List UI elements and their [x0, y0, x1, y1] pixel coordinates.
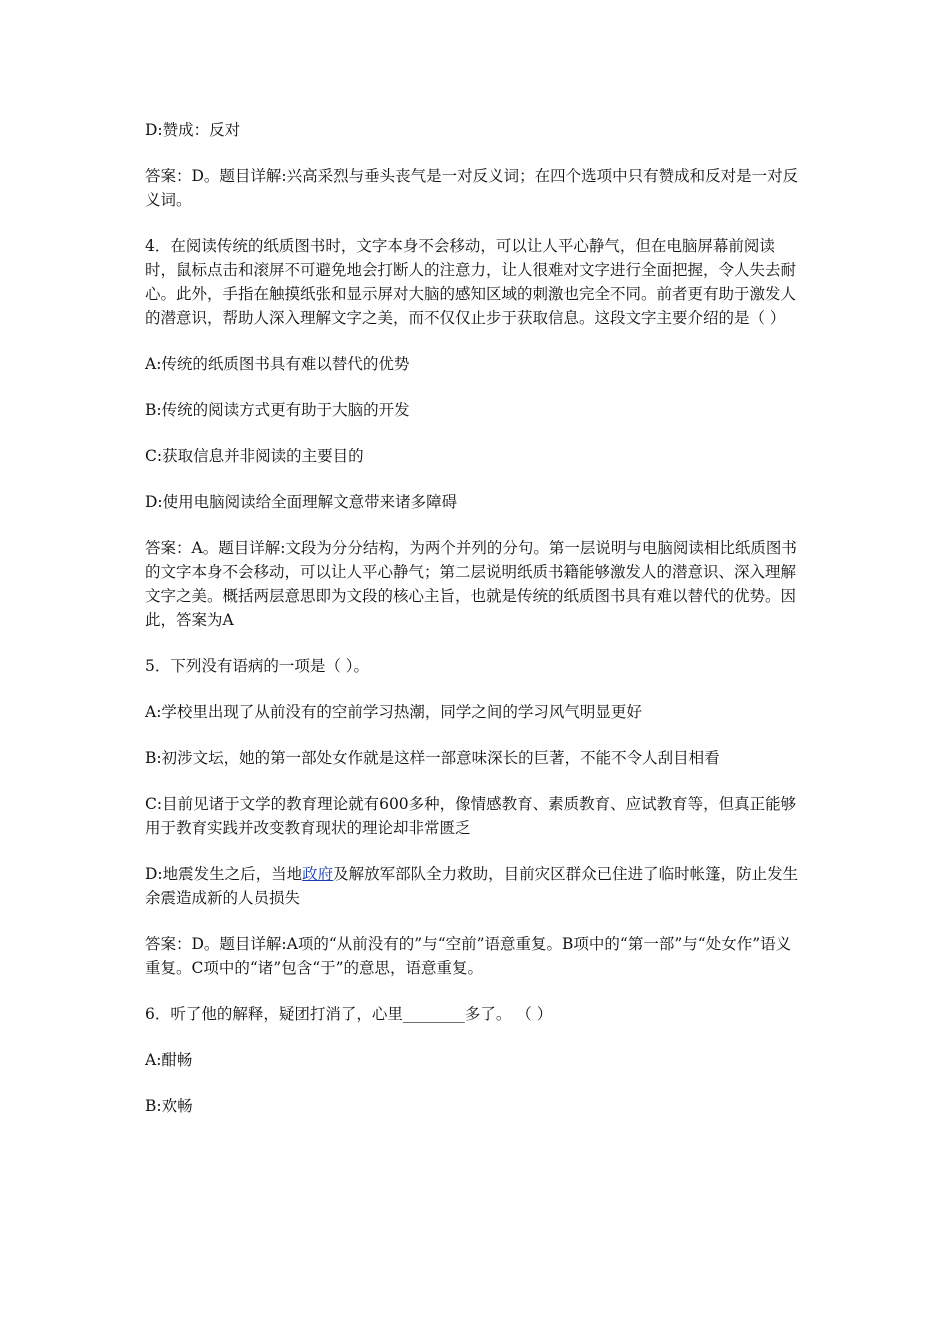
- q3-answer: 答案：D。题目详解:兴高采烈与垂头丧气是一对反义词；在四个选项中只有赞成和反对是一对反义词。: [145, 167, 799, 209]
- document-page: [145, 118, 805, 1140]
- q4-option-d: D:使用电脑阅读给全面理解文意带来诸多障碍: [145, 493, 458, 511]
- q4-option-a: A:传统的纸质图书具有难以替代的优势: [145, 355, 410, 373]
- q6-option-b: B:欢畅: [145, 1097, 193, 1115]
- q4-question: 4．在阅读传统的纸质图书时，文字本身不会移动，可以让人平心静气，但在电脑屏幕前阅读时，鼠标点击和滚屏不可避免地会打断人的注意力，让人很难对文字进行全面把握，令人失去耐心。此外，手指在触摸纸张和显示屏对大脑的感知区域的刺激也完全不同。前者更有助于激发人的潜意识，帮助人深入理解文字之美，而不仅仅止步于获取信息。这段文字主要介绍的是（ ）: [145, 237, 797, 327]
- q6-option-a: A:酣畅: [145, 1051, 193, 1069]
- q4-option-b: B:传统的阅读方式更有助于大脑的开发: [145, 401, 410, 419]
- q5-option-d-text-before: D:地震发生之后，当地: [145, 865, 303, 883]
- q5-option-a: A:学校里出现了从前没有的空前学习热潮，同学之间的学习风气明显更好: [145, 703, 642, 721]
- q6-question: 6．听了他的解释，疑团打消了，心里________多了。 （ ）: [145, 1005, 553, 1023]
- q5-option-b: B:初涉文坛，她的第一部处女作就是这样一部意味深长的巨著，不能不令人刮目相看: [145, 749, 720, 767]
- q5-option-c: C:目前见诸于文学的教育理论就有600多种，像情感教育、素质教育、应试教育等，但真正能够用于教育实践并改变教育现状的理论却非常匮乏: [145, 795, 797, 837]
- q4-option-c: C:获取信息并非阅读的主要目的: [145, 447, 364, 465]
- government-link[interactable]: 政府: [302, 865, 334, 883]
- q5-question: 5．下列没有语病的一项是（ ）。: [145, 657, 370, 675]
- q5-option-d-text-after: 及解放军部队全力救助，目前灾区群众已住进了临时帐篷，防止发生余震造成新的人员损失: [145, 865, 799, 907]
- q4-answer: 答案：A。题目详解:文段为分分结构，为两个并列的分句。第一层说明与电脑阅读相比纸质图书的文字本身不会移动，可以让人平心静气；第二层说明纸质书籍能够激发人的潜意识、深入理解文字之美。概括两层意思即为文段的核心主旨，也就是传统的纸质图书具有难以替代的优势。因此，答案为A: [145, 539, 797, 629]
- q5-option-d: [145, 862, 805, 910]
- q3-option-d: D:赞成：反对: [145, 121, 241, 139]
- q5-answer: 答案：D。题目详解:A项的“从前没有的”与“空前”语意重复。B项中的“第一部”与“处女作”语义重复。C项中的“诸”包含“于”的意思，语意重复。: [145, 935, 792, 977]
